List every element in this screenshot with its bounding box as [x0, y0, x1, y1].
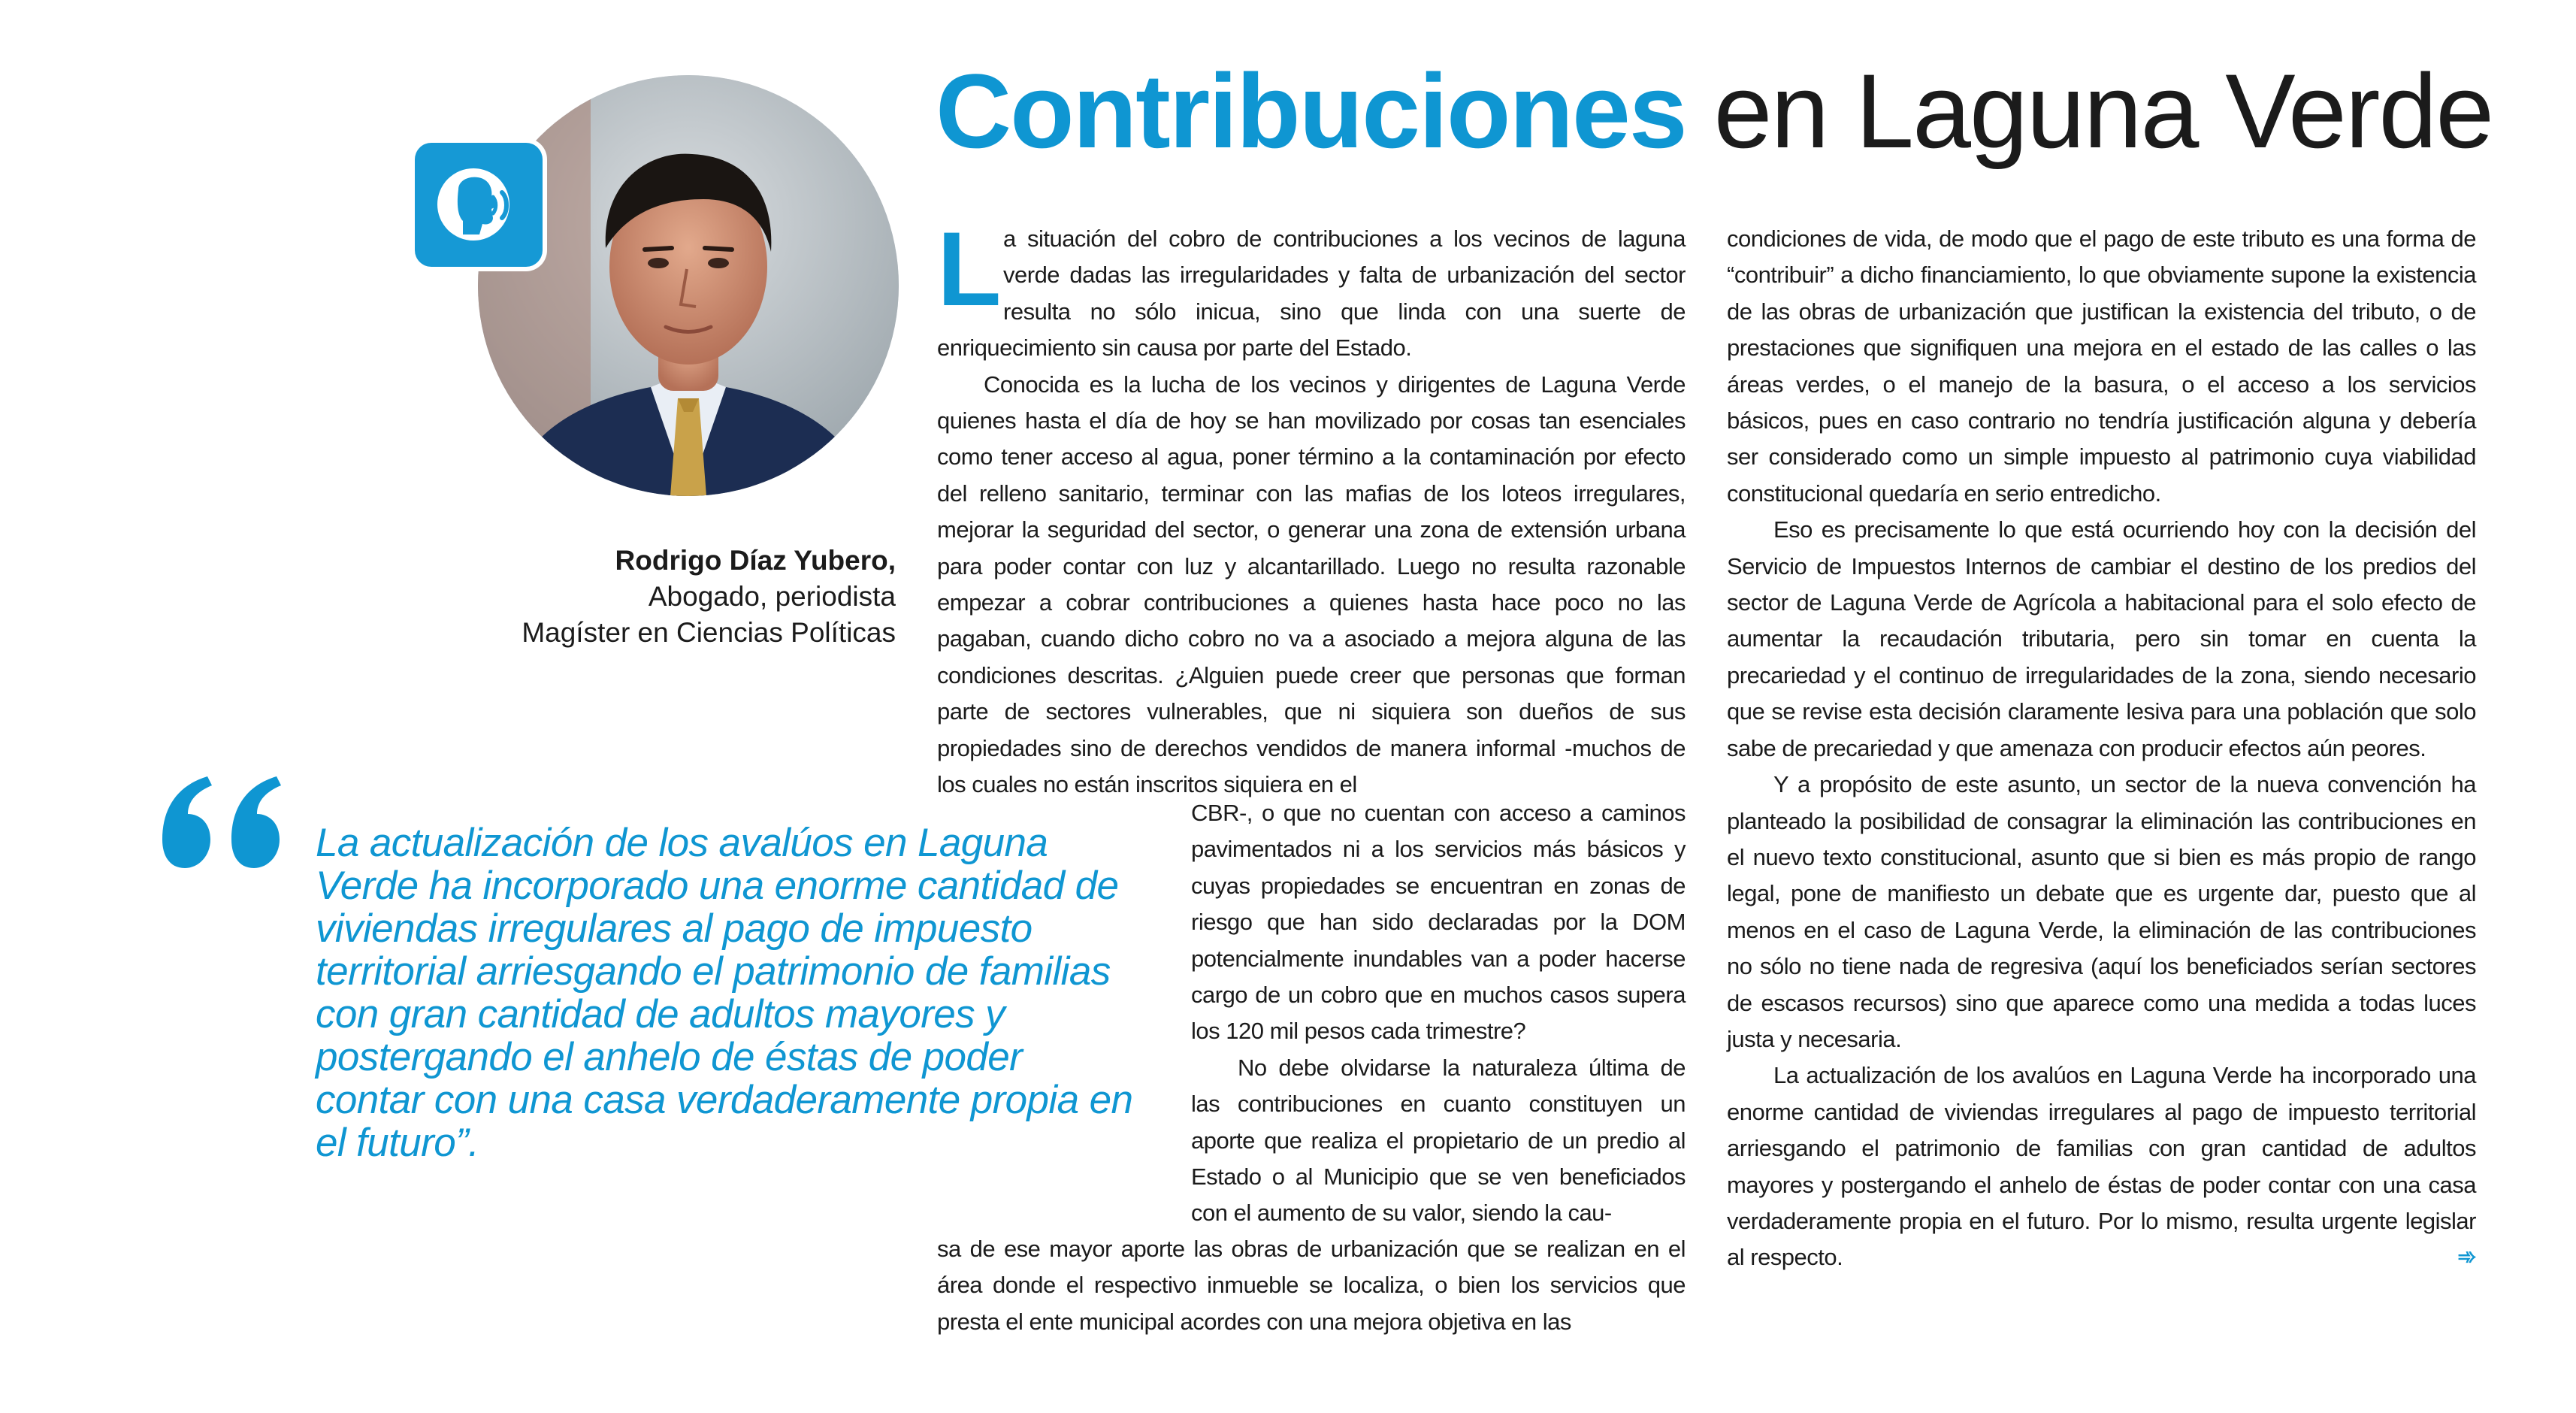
paragraph-3: No debe olvidarse la naturaleza última de las contribuciones en cuanto constituyen un aporte que realiza el propietario de un predio al Estado o al Municipio que se ven beneficiados con el aumento de su valor, siendo la cau-: [1191, 1054, 1686, 1227]
paragraph-2: Conocida es la lucha de los vecinos y dirigentes de Laguna Verde quienes hasta el día de hoy se han movilizado por cosas tan esenciales como tener acceso al agua, poner término a la contaminación por efecto del relleno sanitario, terminar con las mafias de los loteos irregulares, mejorar la seguridad del sector, o generar una zona de extensión urbana para poder contar con luz y alcantarillado. Luego no resulta razonable empezar a cobrar contribuciones a quienes hasta hace poco no las pagaban, cuando dicho cobro no va a asociado a mejora alguna de las condiciones descritas. ¿Alguien puede creer que personas que forman parte de sectores vulnerables, que ni siquiera son dueños de sus propiedades sino de derechos vendidos de manera informal -muchos de los cuales no están inscritos siquiera en el: [937, 371, 1686, 798]
author-name: Rodrigo Díaz Yubero,: [615, 545, 896, 576]
speaking-head-badge: [415, 143, 543, 267]
body-column-3: [937, 1231, 1686, 1340]
headline: [936, 52, 2493, 170]
paragraph-6: Y a propósito de este asunto, un sector de la nueva convención ha planteado la posibilidad de consagrar la eliminación las contribuciones en el nuevo texto constitucional, asunto que si bien es más propio de rango legal, pone de manifiesto un debate que es urgente dar, puesto que al menos en el caso de Laguna Verde, la eliminación de las contribuciones no sólo no tiene nada de regresiva (aquí los beneficiados serían sectores de escasos recursos) sino que aparece como una medida a todas luces justa y necesaria.: [1727, 771, 2476, 1052]
author-photo: [478, 75, 899, 496]
opening-quote-icon: [147, 770, 298, 872]
body-column-4: [1727, 221, 2476, 1276]
end-arrow-icon: ➾: [2457, 1245, 2476, 1270]
headline-rest: en Laguna Verde: [1686, 52, 2493, 170]
paragraph-2-continued: CBR-, o que no cuentan con acceso a caminos pavimentados ni a los servicios más básicos y cuyas propiedades se encuentran en zonas de riesgo que han sido declaradas por la DOM potencialmente inundables van a poder hacerse cargo de un cobro que en muchos casos supera los 120 mil pesos cada trimestre?: [1191, 800, 1686, 1045]
paragraph-1: L a situación del cobro de contribuciones a los vecinos de laguna verde dadas las irregularidades y falta de urbanización del sector resulta no sólo inicua, sino que linda con una suerte de enriquecimiento sin causa por parte del Estado.: [937, 210, 1686, 362]
author-role: Abogado, periodista: [648, 581, 896, 612]
author-portrait: [478, 75, 899, 496]
author-byline: [421, 543, 896, 651]
author-degree: Magíster en Ciencias Políticas: [522, 617, 896, 648]
drop-cap: L: [937, 210, 1002, 328]
paragraph-7: La actualización de los avalúos en Laguna Verde ha incorporado una enorme cantidad de viviendas irregulares al pago de impuesto territorial arriesgando el patrimonio de familias con gran cantidad de adultos mayores y postergando el anhelo de éstas de poder contar con una casa verdaderamente propia en el futuro. Por lo mismo, resulta urgente legislar al respecto. ➾: [1727, 1057, 2476, 1275]
paragraph-5: Eso es precisamente lo que está ocurriendo hoy con la decisión del Servicio de Impuestos Internos de cambiar el destino de los predios del sector de Laguna Verde de Agrícola a habitacional para el solo efecto de aumentar la recaudación tributaria, pero sin tomar en cuenta la precariedad y el continuo de irregularidades de la zona, siendo necesario que se revise esta decisión claramente lesiva para una población que solo sabe de precariedad y que amenaza con producir efectos aún peores.: [1727, 516, 2476, 761]
headline-accent: Contribuciones: [936, 52, 1686, 170]
body-column-1: [937, 210, 1686, 803]
pull-quote: La actualización de los avalúos en Laguna Verde ha incorporado una enorme cantidad de viviendas irregulares al pago de impuesto territorial arriesgando el patrimonio de familias con gran cantidad de adultos mayores y postergando el anhelo de éstas de poder contar con una casa verdaderamente propia en el futuro”.: [316, 821, 1133, 1165]
paragraph-3-continued: sa de ese mayor aporte las obras de urbanización que se realizan en el área donde el respectivo inmueble se localiza, o bien los servicios que presta el ente municipal acordes con una mejora objetiva en las: [937, 1236, 1686, 1335]
body-column-2: [1191, 795, 1686, 1232]
paragraph-4: condiciones de vida, de modo que el pago de este tributo es una forma de “contribuir” a dicho financiamiento, lo que obviamente supone la existencia de las obras de urbanización que justifican la existencia del tributo, o de prestaciones que signifiquen una mejora en el estado de las calles o las áreas verdes, o el manejo de la basura, o el acceso a los servicios básicos, pues en caso contrario no tendría justificación alguna y debería ser considerado como un simple impuesto al patrimonio cuya viabilidad constitucional quedaría en serio entredicho.: [1727, 225, 2476, 507]
speaking-head-icon: [415, 143, 543, 267]
